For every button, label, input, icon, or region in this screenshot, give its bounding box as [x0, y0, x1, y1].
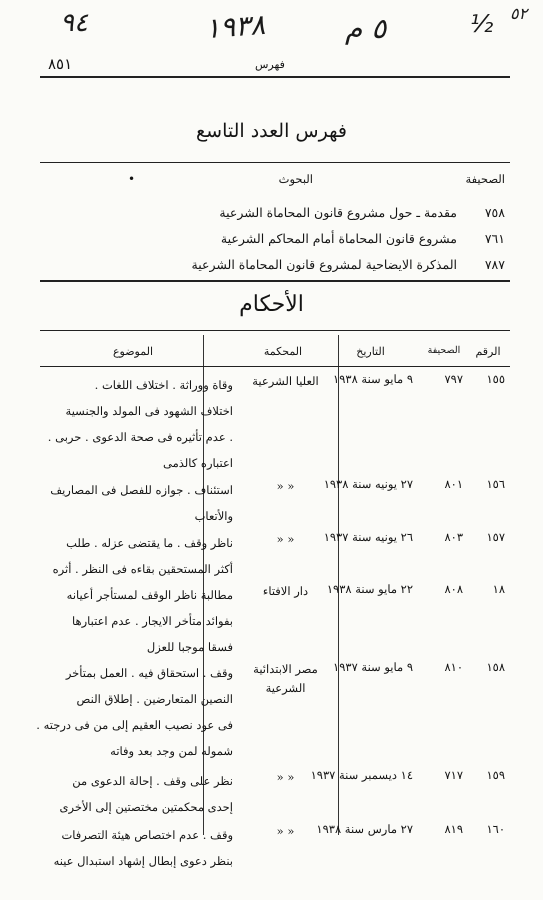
- ruling-page: ٧٩٧: [444, 372, 463, 386]
- subject-line: نظر على وقف . إحالة الدعوى من: [72, 774, 233, 788]
- ruling-date: ٢٧ مارس سنة ١٩٣٨: [316, 822, 413, 836]
- ruling-subject: [28, 768, 233, 820]
- ruling-court: « «: [276, 770, 295, 784]
- ruling-date: ٩ مايو سنة ١٩٣٨: [333, 372, 413, 386]
- page-title: فهرس العدد التاسع: [196, 120, 347, 142]
- subject-line: استئناف . جوازه للفصل فى المصاريف: [50, 483, 233, 497]
- research-title: مشروع قانون المحاماة أمام المحاكم الشرعية: [220, 231, 457, 246]
- ruling-subject: [28, 372, 233, 476]
- subject-line: أكثر المستحقين بقاءه فى النظر . أثره: [52, 562, 233, 576]
- research-row: [35, 231, 505, 253]
- subject-line: . عدم تأثيره فى صحة الدعوى . حربى .: [47, 430, 233, 444]
- ruling-date: ١٤ ديسمبر سنة ١٩٣٧: [310, 768, 413, 782]
- ruling-court: « «: [276, 532, 295, 546]
- ruling-page: ٨٠٣: [444, 530, 463, 544]
- ruling-date: ٢٧ يونيه سنة ١٩٣٨: [323, 477, 413, 491]
- ruling-date: ٢٦ يونيه سنة ١٩٣٧: [323, 530, 413, 544]
- research-page: ٧٦١: [484, 231, 505, 246]
- subject-line: النصين المتعارضين . إطلاق النص: [76, 692, 233, 706]
- subject-line: إحدى محكمتين مختصتين إلى الأخرى: [59, 800, 233, 814]
- research-title: المذكرة الايضاحية لمشروع قانون المحاماة الشرعية: [191, 257, 457, 272]
- ruling-number: ١٥٦: [486, 477, 505, 491]
- handwritten-note: ٥٢: [510, 4, 528, 23]
- ruling-number: ١٥٩: [486, 768, 505, 782]
- ruling-number: ١٥٨: [486, 660, 505, 674]
- divider: [40, 280, 510, 282]
- ruling-date: ٢٢ مايو سنة ١٩٣٨: [326, 582, 413, 596]
- table-header-rule: [40, 366, 510, 367]
- research-topic-header: البحوث: [278, 172, 313, 186]
- ruling-subject: [28, 477, 233, 529]
- ruling-number: ١٦٠: [486, 822, 505, 836]
- ruling-court: مصر الابتدائية الشرعية: [253, 662, 318, 695]
- research-page: ٧٨٧: [484, 257, 505, 272]
- ruling-subject: [28, 822, 233, 874]
- ruling-subject: [28, 530, 233, 582]
- ruling-number: ١٥٥: [486, 372, 505, 386]
- subject-line: ناظر وقف . ما يقتضى عزله . طلب: [66, 536, 233, 550]
- column-header-court: المحكمة: [263, 345, 303, 358]
- ruling-date: ٩ مايو سنة ١٩٣٧: [333, 660, 413, 674]
- ruling-page: ٧١٧: [444, 768, 463, 782]
- subject-line: اعتباره كالذمى: [163, 456, 233, 470]
- ruling-court: دار الافتاء: [262, 584, 309, 598]
- handwritten-year: ١٩٣٨: [203, 7, 267, 46]
- subject-line: فى عود نصيب العقيم إلى من فى درجته .: [36, 718, 233, 732]
- table-top-rule: [40, 330, 510, 331]
- ruling-subject: [28, 660, 233, 764]
- ruling-page: ٨١٩: [444, 822, 463, 836]
- subject-line: وقف . عدم اختصاص هيئة التصرفات: [61, 828, 233, 842]
- ruling-page: ٨١٠: [444, 660, 463, 674]
- page-number: ٨٥١: [48, 55, 73, 73]
- ruling-page: ٨٠٨: [444, 582, 463, 596]
- column-header-date: التاريخ: [356, 345, 385, 358]
- column-header-subject: الموضوع: [112, 345, 154, 358]
- running-header: فهرس: [255, 58, 285, 71]
- handwritten-fraction: ½: [470, 10, 494, 38]
- subject-line: والأتعاب: [194, 509, 233, 523]
- dot-mark: •: [128, 172, 136, 186]
- ruling-subject: [28, 582, 233, 660]
- subject-line: وقف . استحقاق فيه . العمل بمتأخر: [65, 666, 233, 680]
- ruling-court: « «: [276, 824, 295, 838]
- handwritten-note: ٩٤: [60, 8, 88, 38]
- research-page: ٧٥٨: [484, 205, 505, 220]
- subject-line: اختلاف الشهود فى المولد والجنسية: [65, 404, 233, 418]
- research-page-header: الصحيفة: [465, 172, 505, 186]
- subject-line: بفوائد متأخر الايجار . عدم اعتبارها: [72, 614, 233, 628]
- ruling-court: « «: [276, 479, 295, 493]
- subject-line: فسقا موجبا للعزل: [146, 640, 233, 654]
- ruling-court: العليا الشرعية: [252, 374, 319, 388]
- section-title: الأحكام: [239, 292, 304, 317]
- column-header-number: الرقم: [475, 345, 501, 358]
- subject-line: وقاة ووراثة . اختلاف اللغات .: [94, 378, 233, 392]
- ruling-number: ١٥٧: [486, 530, 505, 544]
- subject-line: بنظر دعوى إبطال إشهاد استبدال عينه: [53, 854, 233, 868]
- research-row: [35, 257, 505, 279]
- handwritten-note: ٥ م: [345, 12, 387, 45]
- header-rule: [40, 76, 510, 78]
- research-row: [35, 205, 505, 227]
- ruling-page: ٨٠١: [444, 477, 463, 491]
- subject-line: مطالبة ناظر الوقف لمستأجر أعيانه: [66, 588, 233, 602]
- ruling-number: ١٨: [492, 582, 505, 596]
- divider: [40, 162, 510, 163]
- subject-line: شموله لمن وجد بعد وفاته: [110, 744, 233, 758]
- research-title: مقدمة ـ حول مشروع قانون المحاماة الشرعية: [219, 205, 457, 220]
- column-header-page: الصحيفة: [427, 345, 461, 356]
